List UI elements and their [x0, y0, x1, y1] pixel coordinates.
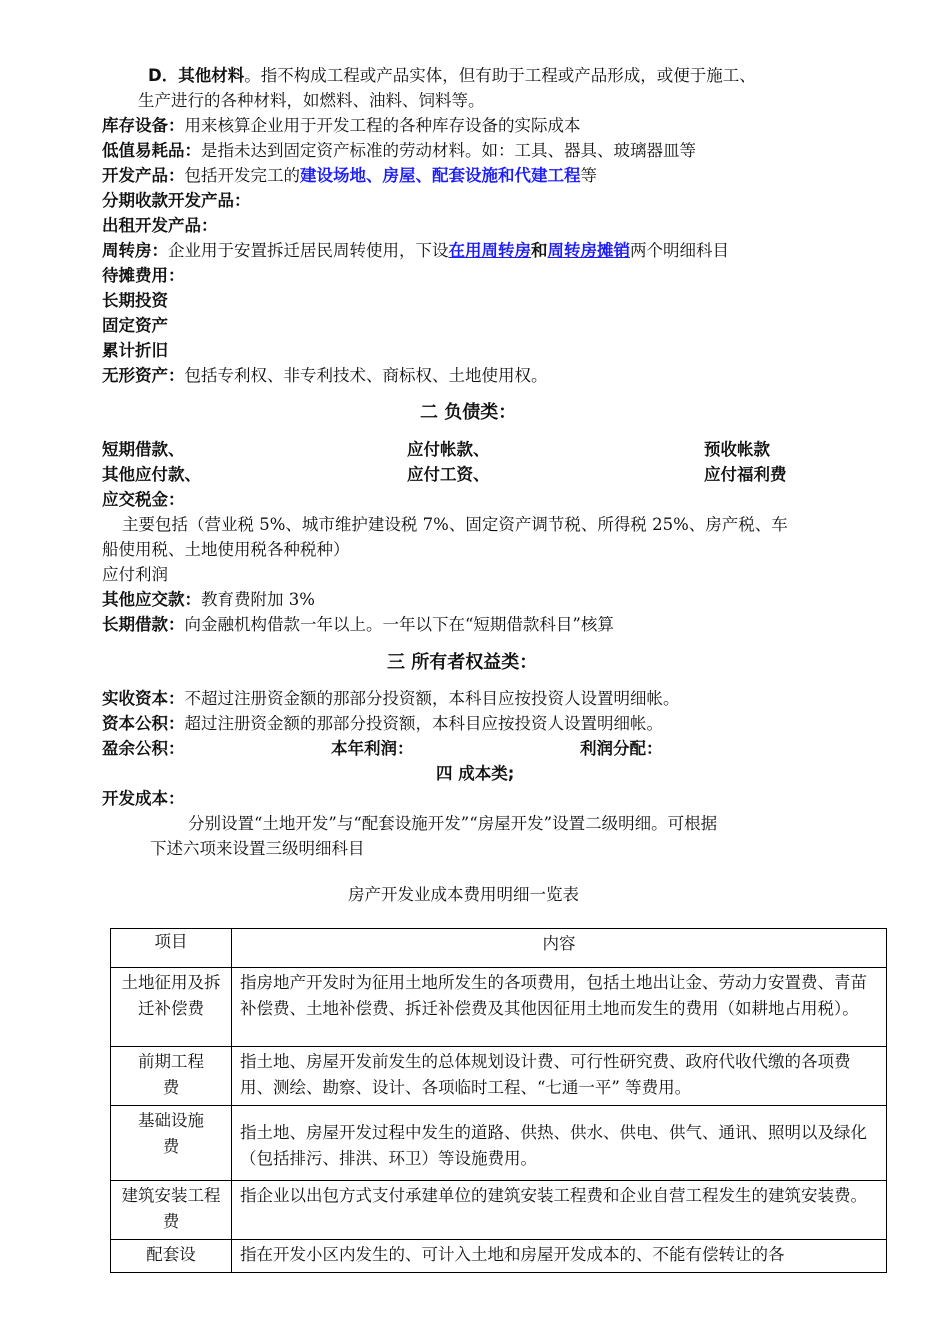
table-row	[111, 1181, 887, 1240]
table-row-item: 土地征用及拆迁补偿费	[111, 968, 232, 1047]
other-dues-text: 教育费附加 3%	[201, 590, 315, 609]
capital-reserve-text: 超过注册资金额的那部分投资额，本科目应按投资人设置明细帐。	[184, 714, 663, 733]
low-value-items-line	[102, 139, 696, 163]
taxes-payable-label: 应交税金：	[102, 490, 185, 509]
dev-products-post: 等	[580, 166, 597, 185]
taxes-payable-text: 主要包括（营业税 5%、城市维护建设税 7%、固定资产调节税、所得税 25%、房产税、车	[122, 515, 788, 534]
taxes-payable-text-cont: 船使用税、土地使用税各种税种）	[102, 540, 350, 559]
inventory-equipment-text: 用来核算企业用于开发工程的各种库存设备的实际成本	[184, 116, 581, 135]
dev-products-highlight: 建设场地、房屋、配套设施和代建工程	[300, 166, 581, 185]
accounts-payable: 应付帐款、	[407, 440, 490, 459]
intangible-assets-text: 包括专利权、非专利技术、商标权、土地使用权。	[184, 366, 548, 385]
inventory-equipment-label: 库存设备：	[102, 116, 185, 135]
current-year-profit: 本年利润：	[331, 739, 414, 758]
fixed-assets-label: 固定资产	[102, 316, 168, 335]
dev-products-label: 开发产品：	[102, 166, 185, 185]
intangible-assets-line	[102, 364, 548, 388]
table-row-item: 配套设	[111, 1240, 232, 1273]
short-term-borrowing: 短期借款、	[102, 440, 185, 459]
turnover-housing-in-use-link[interactable]: 在用周转房	[448, 241, 531, 260]
rental-products-label: 出租开发产品：	[102, 216, 218, 235]
profit-distribution: 利润分配：	[580, 739, 663, 758]
other-payables: 其他应付款、	[102, 465, 201, 484]
capital-reserve-label: 资本公积：	[102, 714, 185, 733]
table-row	[111, 968, 887, 1047]
development-cost-text: 分别设置“土地开发”与“配套设施开发”“房屋开发”设置二级明细。可根据	[188, 814, 718, 833]
intangible-assets-label: 无形资产：	[102, 366, 185, 385]
table-row	[111, 1240, 887, 1273]
table-row	[111, 1047, 887, 1106]
section-equity-heading: 三 所有者权益类：	[387, 652, 538, 673]
dev-products-text: 包括开发完工的	[184, 166, 300, 185]
table-row-content: 指土地、房屋开发前发生的总体规划设计费、可行性研究费、政府代收代缴的各项费用、测绘、勘察、设计、各项临时工程、“七通一平” 等费用。	[232, 1047, 887, 1106]
long-term-borrowing-label: 长期借款：	[102, 615, 185, 634]
table-row-item: 建筑安装工程费	[111, 1181, 232, 1240]
turnover-housing-line	[102, 239, 729, 263]
turnover-housing-amortization-link[interactable]: 周转房摊销	[547, 241, 630, 260]
development-cost-label: 开发成本：	[102, 789, 185, 808]
long-term-borrowing-line	[102, 613, 614, 637]
table-header-row	[111, 929, 887, 968]
turnover-housing-text: 企业用于安置拆迁居民周转使用，下设	[168, 241, 449, 260]
installment-products-label: 分期收款开发产品：	[102, 191, 251, 210]
dev-products-line	[102, 164, 597, 188]
paid-in-capital-text: 不超过注册资金额的那部分投资额，本科目应按投资人设置明细帐。	[184, 689, 680, 708]
development-cost-text-cont: 下述六项来设置三级明细科目	[150, 839, 365, 858]
advance-receipts: 预收帐款	[704, 440, 770, 459]
wages-payable: 应付工资、	[407, 465, 490, 484]
paid-in-capital-line	[102, 687, 680, 711]
table-row-content: 指房地产开发时为征用土地所发生的各项费用，包括土地出让金、劳动力安置费、青苗补偿费、土地补偿费、拆迁补偿费及其他因征用土地而发生的费用（如耕地占用税）。	[232, 968, 887, 1047]
accumulated-depreciation-label: 累计折旧	[102, 341, 168, 360]
other-dues-label: 其他应交款：	[102, 590, 201, 609]
table-row-content: 指在开发小区内发生的、可计入土地和房屋开发成本的、不能有偿转让的各	[232, 1240, 887, 1273]
low-value-items-text: 是指未达到固定资产标准的劳动材料。如：工具、器具、玻璃器皿等	[201, 141, 696, 160]
other-dues-line	[102, 588, 315, 612]
table-row-content: 指企业以出包方式支付承建单位的建筑安装工程费和企业自营工程发生的建筑安装费。	[232, 1181, 887, 1240]
table-header-item: 项目	[111, 929, 232, 968]
table-row	[111, 1106, 887, 1181]
paid-in-capital-label: 实收资本：	[102, 689, 185, 708]
turnover-housing-and: 和	[531, 241, 548, 260]
table-row-content: 指土地、房屋开发过程中发生的道路、供热、供水、供电、供气、通讯、照明以及绿化（包括排污、排洪、环卫）等设施费用。	[232, 1106, 887, 1181]
material-d-label: D．其他材料	[148, 66, 245, 85]
cost-detail-table	[110, 928, 887, 1273]
turnover-housing-label: 周转房：	[102, 241, 168, 260]
material-d-line	[148, 64, 756, 88]
surplus-reserve: 盈余公积：	[102, 739, 185, 758]
welfare-payable: 应付福利费	[704, 465, 787, 484]
table-title: 房产开发业成本费用明细一览表	[348, 885, 579, 904]
low-value-items-label: 低值易耗品：	[102, 141, 201, 160]
deferred-expenses-label: 待摊费用：	[102, 266, 185, 285]
inventory-equipment-line	[102, 114, 581, 138]
profit-payable: 应付利润	[102, 565, 168, 584]
turnover-housing-post: 两个明细科目	[630, 241, 729, 260]
long-term-borrowing-text: 向金融机构借款一年以上。一年以下在“短期借款科目”核算	[184, 615, 614, 634]
material-d-text: 。指不构成工程或产品实体，但有助于工程或产品形成，或便于施工、	[244, 66, 756, 85]
long-term-investment-label: 长期投资	[102, 291, 168, 310]
capital-reserve-line	[102, 712, 663, 736]
section-liabilities-heading: 二 负债类：	[420, 402, 517, 423]
table-row-item: 基础设施 费	[111, 1106, 232, 1181]
material-d-text-cont: 生产进行的各种材料，如燃料、油料、饲料等。	[138, 91, 485, 110]
table-row-item: 前期工程 费	[111, 1047, 232, 1106]
section-cost-heading: 四 成本类;	[436, 764, 515, 783]
table-header-content: 内容	[232, 929, 887, 968]
